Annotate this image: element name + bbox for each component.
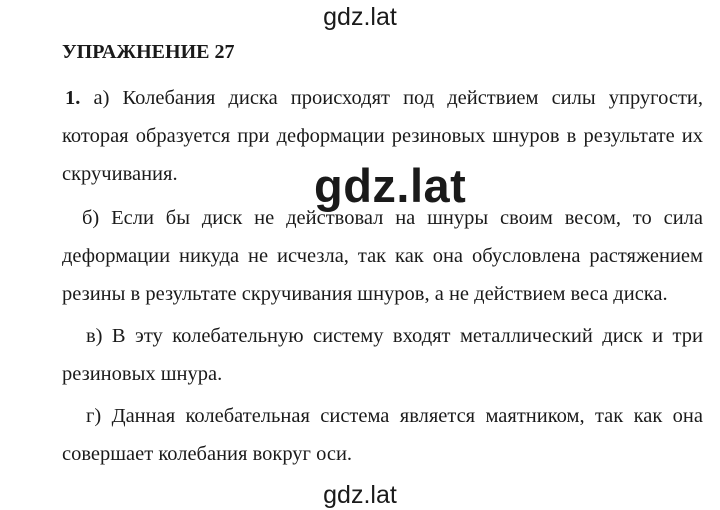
paragraph-b: б) Если бы диск не действовал на шнуры своим весом, то сила деформации никуда не исчезла, так как она обусловлена растяжением резины в результате скручивания шнуров, а не действием веса диска. <box>62 207 703 305</box>
item-number: 1. <box>65 87 81 109</box>
paragraph-c: в) В эту колебательную систему входят металлический диск и три резиновых шнура. <box>62 325 703 385</box>
paragraph-d: г) Данная колебательная система является маятником, так как она совершает колебания вокруг оси. <box>62 405 703 465</box>
exercise-heading: УПРАЖНЕНИЕ 27 <box>62 41 235 63</box>
watermark-bottom: gdz.lat <box>323 481 397 509</box>
paragraph-a-text: а) Колебания диска происходят под действием силы упругости, которая образуется при деформации резиновых шнуров в результате их скручивания. <box>62 87 703 185</box>
watermark-middle: gdz.lat <box>314 159 467 212</box>
watermark-top: gdz.lat <box>323 3 397 31</box>
